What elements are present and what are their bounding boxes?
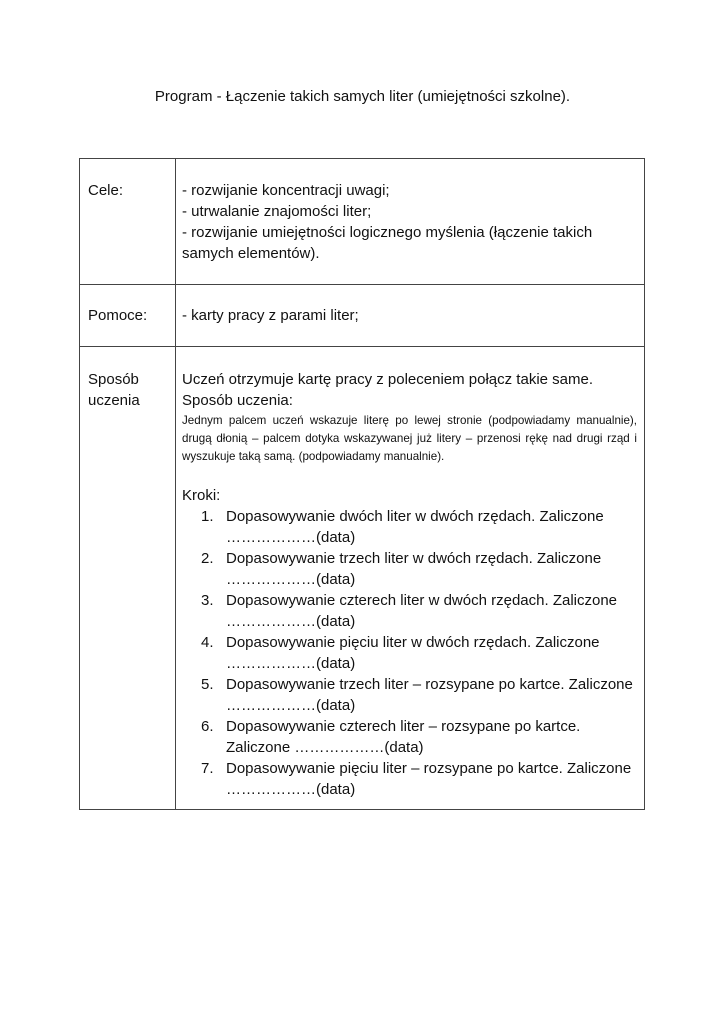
- step-text: Dopasowywanie czterech liter w dwóch rzędach. Zaliczone: [226, 592, 618, 609]
- step-date-blank: ………………(data): [226, 571, 356, 588]
- step-text: Dopasowywanie trzech liter w dwóch rzędach. Zaliczone: [226, 550, 602, 567]
- step-date-blank: ………………(data): [226, 781, 356, 798]
- table-row-sposob: [80, 347, 645, 810]
- step-text: Dopasowywanie pięciu liter – rozsypane po kartce. Zaliczone: [226, 760, 632, 777]
- goal-line: - rozwijanie umiejętności logicznego myślenia (łączenie takich samych elementów).: [182, 224, 593, 262]
- row-label-sposob: Sposób uczenia: [88, 371, 140, 409]
- step-item: 3. Dopasowywanie czterech liter w dwóch rzędach. Zaliczone ………………(data): [226, 590, 637, 632]
- method-subhead: Sposób uczenia:: [182, 392, 293, 409]
- row-label-cell: [80, 285, 176, 347]
- row-label-pomoce: Pomoce:: [88, 307, 148, 324]
- table-row-cele: [80, 159, 645, 285]
- step-text: Dopasowywanie czterech liter – rozsypane po kartce.: [226, 718, 581, 735]
- steps-label: Kroki:: [182, 487, 221, 504]
- row-label-cell: [80, 347, 176, 810]
- row-content-cell: [176, 285, 645, 347]
- table-row-pomoce: [80, 285, 645, 347]
- aid-line: - karty pracy z parami liter;: [182, 307, 359, 324]
- program-table: [79, 158, 645, 810]
- step-date-blank: Zaliczone ………………(data): [226, 739, 424, 756]
- row-label-cell: [80, 159, 176, 285]
- row-content-cell: [176, 347, 645, 810]
- step-date-blank: ………………(data): [226, 613, 356, 630]
- step-text: Dopasowywanie dwóch liter w dwóch rzędach. Zaliczone: [226, 508, 604, 525]
- step-item: 5. Dopasowywanie trzech liter – rozsypane po kartce. Zaliczone ………………(data): [226, 674, 637, 716]
- goal-line: - utrwalanie znajomości liter;: [182, 203, 372, 220]
- step-date-blank: ………………(data): [226, 655, 356, 672]
- step-date-blank: ………………(data): [226, 529, 356, 546]
- goal-line: - rozwijanie koncentracji uwagi;: [182, 182, 390, 199]
- step-item: 4. Dopasowywanie pięciu liter w dwóch rzędach. Zaliczone ………………(data): [226, 632, 637, 674]
- step-item: 7. Dopasowywanie pięciu liter – rozsypane po kartce. Zaliczone ………………(data): [226, 758, 637, 800]
- step-date-blank: ………………(data): [226, 697, 356, 714]
- step-item: 6. Dopasowywanie czterech liter – rozsypane po kartce. Zaliczone ………………(data): [226, 716, 637, 758]
- steps-list: [182, 506, 637, 800]
- document-title: Program - Łączenie takich samych liter (umiejętności szkolne).: [154, 88, 571, 105]
- step-text: Dopasowywanie pięciu liter w dwóch rzędach. Zaliczone: [226, 634, 600, 651]
- step-item: 1. Dopasowywanie dwóch liter w dwóch rzędach. Zaliczone ………………(data): [226, 506, 637, 548]
- step-item: 2. Dopasowywanie trzech liter w dwóch rzędach. Zaliczone ………………(data): [226, 548, 637, 590]
- method-intro: Uczeń otrzymuje kartę pracy z poleceniem połącz takie same.: [182, 371, 594, 388]
- row-label-cele: Cele:: [88, 182, 124, 199]
- method-description: Jednym palcem uczeń wskazuje literę po lewej stronie (podpowiadamy manualnie), drugą dłonią – palcem dotyka wskazywanej już litery – przenosi rękę nad drugi rząd i wyszukuje taką samą. (podpowiadamy manualnie).: [182, 414, 637, 463]
- step-text: Dopasowywanie trzech liter – rozsypane po kartce. Zaliczone: [226, 676, 633, 693]
- row-content-cell: [176, 159, 645, 285]
